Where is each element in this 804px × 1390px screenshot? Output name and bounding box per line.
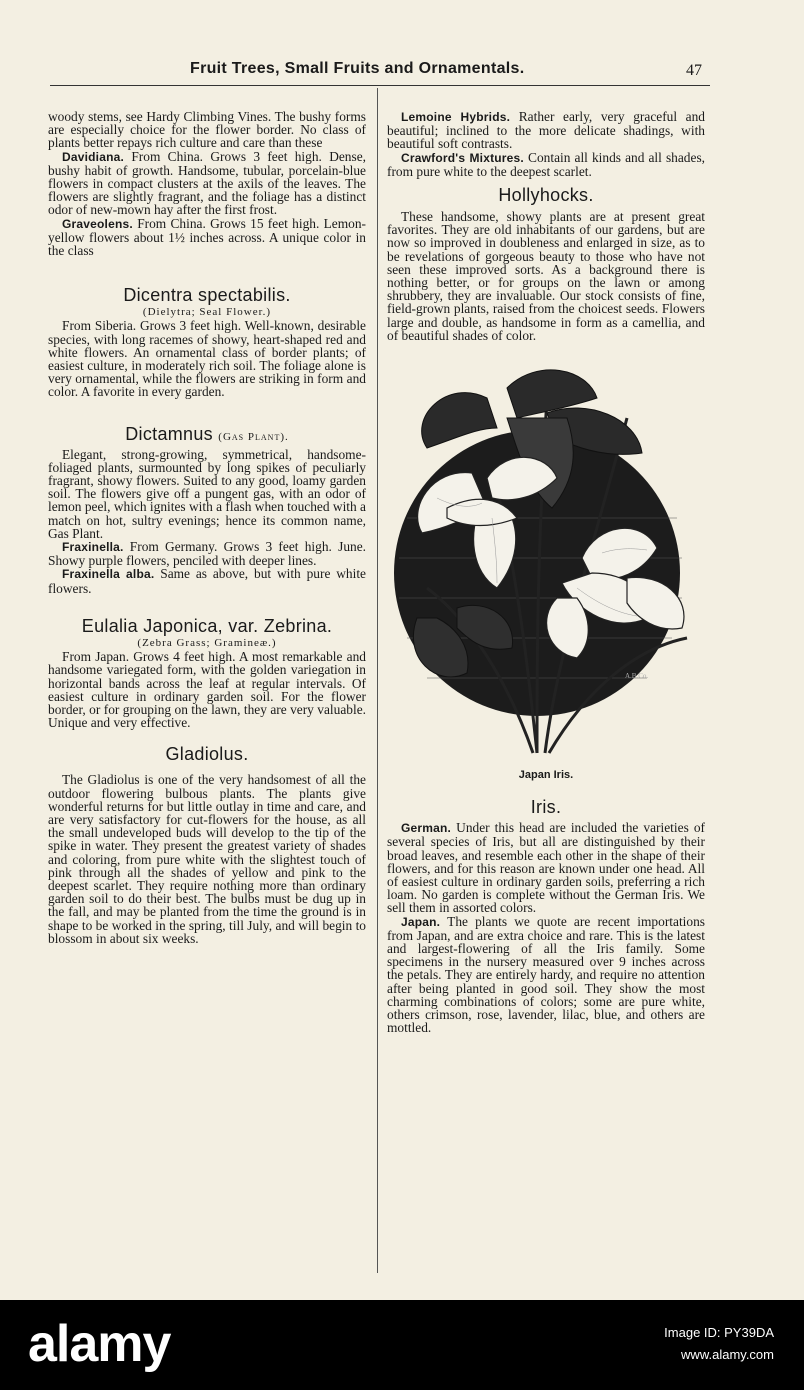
eulalia-text: From Japan. Grows 4 feet high. A most remarkable and handsome variegated form, with the golden variegation in horizontal bands across the leaf at regular intervals. Of easiest culture in ordinary garden soil. For the flower border, or for grouping on the lawn, they are very valuable. Unique and very effective. — [48, 649, 366, 731]
japan-iris-illustration — [387, 358, 705, 763]
gladiolus-text: The Gladiolus is one of the very handsomest of all the outdoor flowering bulbous plants. The plants give wonderful returns for but little outlay in time and care, and are very satisfactory for cut-flowers for the house, as all the small undeveloped buds will develop to the tip of the spike in water. They present the greatest variety of shades and coloring, from pure white with the slightest touch of pink through all the shades of yellow and pink to the deepest scarlet. They require nothing more than ordinary garden soil to do their best. The bulbs must be dug up in the fall, and may be planted from the time the ground is in shape to be worked in the spring, till July, and will begin to blossom in about six weeks. — [48, 772, 366, 946]
dictamnus-text: Elegant, strong-growing, symmetrical, handsome-foliaged plants, surmounted by long spikes of peculiarly fragrant, showy flowers. Suited to any good, loamy garden soil. The flowers give off a pungent gas, with an odor of lemon peel, which ignites with a flash when touched with a match on hot, sultry evenings; hence its common name, Gas Plant. — [48, 446, 366, 541]
illustration-caption: Japan Iris. — [518, 769, 574, 782]
crawford-entry — [387, 151, 705, 178]
stock-info — [664, 1322, 774, 1366]
fraxinella-alba-entry — [48, 567, 366, 594]
japan-iris-entry — [387, 915, 705, 1035]
alamy-logo: alamy — [28, 1315, 171, 1373]
graveolens-entry — [48, 217, 366, 258]
dicentra-text: From Siberia. Grows 3 feet high. Well-known, desirable species, with long racemes of showy, heart-shaped red and white flowers. An ornamental class of border plants; of easiest culture, in moderately rich soil. The foliage alone is very ornamental, while the flowers are striking in form and color. A favorite in every garden. — [48, 318, 366, 400]
davidiana-text: From China. Grows 3 feet high. Dense, bushy habit of growth. Handsome, tubular, porcelain-blue flowers in compact clusters at the axils of the leaves. The flowers are slightly fragrant, and the foliage has a distinct odor of new-mown hay after the first frost. — [48, 148, 366, 218]
davidiana-entry — [48, 150, 366, 217]
fraxinella-name: Fraxinella. — [62, 540, 124, 555]
iris-engraving-svg — [387, 358, 705, 763]
german-iris-text: Under this head are included the varieties of several species of Iris, but all are distinguished by their broad leaves, and resemble each other in the shape of their flowers, and for this reason are known under one head. All of easiest culture in ordinary garden soils, preferring a rich loam. No garden is complete without the German Iris. We sell them in assorted colors. — [387, 820, 705, 916]
german-iris-entry — [387, 821, 705, 914]
lemoine-entry — [387, 110, 705, 151]
crawford-name: Crawford's Mixtures. — [401, 150, 524, 165]
fraxinella-alba-text: Same as above, but with pure white flowers. — [48, 566, 366, 596]
dicentra-synonym: (Dielytra; Seal Flower.) — [142, 306, 272, 319]
crawford-text: Contain all kinds and all shades, from pure white to the deepest scarlet. — [387, 149, 706, 179]
graveolens-name: Graveolens. — [62, 216, 133, 231]
fraxinella-entry — [48, 540, 366, 567]
fraxinella-alba-name: Fraxinella alba. — [62, 567, 155, 582]
iris-heading: Iris. — [530, 797, 562, 818]
stock-footer-bar — [0, 1300, 804, 1390]
hollyhocks-text: These handsome, showy plants are at present great favorites. They are old inhabitants of our gardens, but are now so improved in doubleness and enlarged in size, as to be revelations of gorgeous beauty to those who have not seen these improved sorts. As a background there is nothing better, or for groups on the lawn or among shrubbery, they are invaluable. Our stock consists of fine, field-grown plants, raised from the choicest seeds. Flowers large and double, as handsome in form as a camellia, and of beautiful shades of color. — [387, 209, 705, 343]
left-column — [48, 110, 366, 945]
dictamnus-heading — [48, 423, 366, 448]
lemoine-text: Rather early, very graceful and beautiful; inclined to the more delicate shadings, with beautiful soft contrasts. — [387, 109, 705, 152]
column-divider — [377, 88, 378, 1273]
dicentra-heading: Dicentra spectabilis. — [123, 285, 291, 306]
hollyhocks-heading: Hollyhocks. — [498, 185, 594, 206]
engraver-mark: A.B.Co. — [625, 672, 649, 681]
intro-paragraph: woody stems, see Hardy Climbing Vines. The bushy forms are especially choice for the flower border. No class of plants better repays rich culture and care than these — [48, 109, 366, 151]
japan-iris-name: Japan. — [401, 914, 441, 929]
fraxinella-text: From Germany. Grows 3 feet high. June. Showy purple flowers, penciled with deeper lines. — [48, 539, 366, 569]
page-number: 47 — [686, 62, 702, 79]
header-rule — [50, 85, 710, 86]
eulalia-synonym: (Zebra Grass; Gramineæ.) — [137, 636, 277, 649]
eulalia-heading: Eulalia Japonica, var. Zebrina. — [81, 615, 333, 636]
graveolens-text: From China. Grows 15 feet high. Lemon-yellow flowers about 1½ inches across. A unique color in the class — [48, 215, 366, 259]
japan-iris-text: The plants we quote are recent importations from Japan, and are extra choice and rare. This is the latest and largest-flowering of all the Iris family. Some specimens in the nursery measured over 9 inches across the petals. They are entirely hardy, and require no attention after being planted in good soil. They show the most charming combinations of colors; some are pure white, others crimson, rose, lavender, lilac, blue, and others are mottled. — [387, 913, 705, 1036]
image-id: Image ID: PY39DA — [664, 1325, 774, 1340]
dictamnus-title: Dictamnus — [125, 423, 213, 444]
gladiolus-heading: Gladiolus. — [165, 744, 249, 765]
right-column — [387, 110, 705, 1035]
page-header-title: Fruit Trees, Small Fruits and Ornamentals. — [190, 60, 525, 77]
german-iris-name: German. — [401, 821, 452, 836]
dictamnus-subtitle: (Gas Plant). — [218, 430, 289, 443]
lemoine-name: Lemoine Hybrids. — [401, 110, 511, 124]
davidiana-name: Davidiana. — [62, 149, 125, 164]
site-url: www.alamy.com — [681, 1347, 774, 1362]
